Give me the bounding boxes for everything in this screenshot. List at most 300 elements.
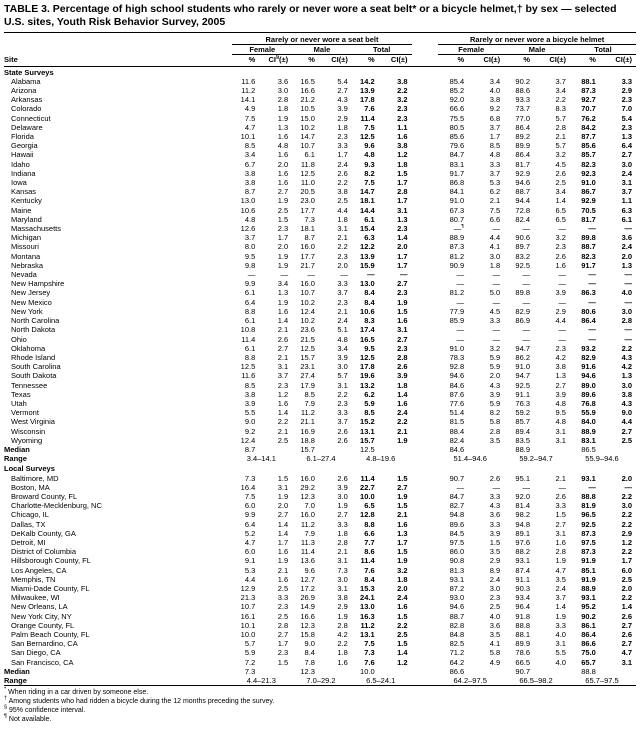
pct-value: 8.8 (364, 519, 375, 529)
pct-value: 90.6 (515, 233, 531, 243)
group-spacer (412, 242, 439, 251)
site-name: Nevada (11, 270, 37, 280)
ci-value: 2.9 (337, 113, 348, 123)
pct-value: 29.2 (300, 482, 315, 492)
pct-value: 91.1 (515, 574, 531, 584)
ci-value: 2.7 (337, 86, 348, 96)
pct-value: 89.7 (515, 242, 531, 252)
ci-value: 2.2 (555, 95, 566, 105)
pct-header: % (232, 55, 261, 66)
median-row (4, 445, 636, 454)
pct-value: 85.7 (581, 150, 596, 160)
ci-value: 4.9 (489, 657, 501, 667)
site-name: Detroit, MI (11, 537, 46, 547)
ci-value: 1.4 (277, 528, 289, 538)
pct-value: 8.7 (304, 233, 315, 243)
pct-value: 4.8 (364, 150, 375, 160)
pct-value: 75.5 (449, 113, 465, 123)
range-value: 66.5–98.2 (519, 676, 553, 686)
pct-value: 8.5 (244, 141, 256, 151)
site-name: New York City, NY (11, 611, 72, 621)
ci-value: 1.8 (337, 214, 348, 224)
pct-value: 21.3 (240, 593, 256, 603)
ci-value: 2.3 (397, 104, 408, 114)
ci-value: 3.6 (489, 620, 501, 630)
ci-value: 3.3 (337, 519, 348, 529)
pct-value: 89.9 (515, 639, 531, 649)
ci-value: 1.6 (397, 602, 408, 612)
ci-value: 2.2 (621, 519, 632, 529)
ci-value: — (492, 224, 501, 234)
pct-value: 11.4 (300, 547, 315, 557)
pct-value: 5.2 (244, 528, 256, 538)
group-spacer (412, 639, 439, 648)
ci-value: 6.4 (621, 141, 632, 151)
ci-header: CI(±) (470, 55, 504, 66)
table-row (4, 621, 636, 630)
pct-value: 75.0 (581, 648, 596, 658)
ci-value: 2.8 (489, 426, 501, 436)
group-spacer (412, 316, 439, 325)
ci-value (381, 667, 412, 676)
pct-value: 4.8 (244, 214, 256, 224)
ci-value: — (492, 297, 501, 307)
pct-value: 6.1 (304, 150, 315, 160)
seatbelt-total-header: Total (352, 45, 412, 55)
pct-value: 13.6 (300, 556, 315, 566)
ci-value: 2.8 (621, 316, 632, 326)
pct-value: 12.9 (240, 583, 256, 593)
pct-value: 17.7 (300, 251, 315, 261)
site-name: Montana (11, 251, 41, 261)
pct-value: 12.8 (360, 510, 375, 520)
pct-value: 96.5 (581, 510, 596, 520)
table-row (4, 279, 636, 288)
ci-value: 3.1 (555, 426, 566, 436)
pct-value: 86.4 (581, 630, 596, 639)
ci-value: 2.3 (277, 380, 289, 390)
table-row (4, 242, 636, 251)
ci-value: 2.8 (277, 95, 289, 105)
pct-value: 15.9 (360, 260, 375, 270)
table-row (4, 408, 636, 417)
pct-value: 11.2 (300, 408, 315, 418)
ci-value: 1.9 (397, 435, 408, 445)
ci-value: 3.8 (337, 187, 348, 197)
ci-value (470, 667, 504, 676)
pct-value: 92.5 (515, 380, 531, 390)
pct-value: 3.9 (244, 398, 256, 408)
ci-value (261, 667, 292, 676)
ci-value: 2.6 (337, 426, 348, 436)
ci-value: 2.5 (489, 602, 501, 612)
pct-value: 80.5 (449, 122, 465, 132)
ci-value: 4.8 (555, 417, 566, 427)
table-row (4, 335, 636, 344)
ci-value: 2.4 (555, 583, 566, 593)
pct-value: 24.1 (360, 593, 375, 603)
ci-value: 5.7 (337, 371, 348, 381)
ci-value: 1.7 (397, 251, 408, 261)
table-row (4, 150, 636, 159)
ci-value: 3.9 (555, 389, 566, 399)
group-spacer (412, 667, 439, 676)
ci-value: 3.3 (277, 593, 289, 603)
pct-value: 7.3 (304, 214, 315, 224)
table-row (4, 593, 636, 602)
pct-value: 12.6 (240, 224, 256, 234)
pct-value: 21.2 (300, 95, 315, 105)
ci-value: 1.6 (277, 398, 289, 408)
pct-value: 21.1 (300, 417, 315, 427)
site-name: Baltimore, MD (11, 473, 59, 483)
ci-value: 1.8 (397, 159, 408, 169)
pct-value: 6.4 (244, 519, 256, 529)
ci-value: 2.1 (489, 196, 501, 206)
pct-value: 94.8 (515, 519, 531, 529)
ci-value: 2.1 (555, 132, 566, 142)
group-spacer (412, 104, 439, 113)
ci-value: 2.7 (277, 630, 289, 639)
pct-value: 5.5 (244, 408, 256, 418)
ci-value: 2.4 (337, 159, 348, 169)
ci-value: 3.0 (621, 159, 632, 169)
ci-value: 3.9 (337, 482, 348, 492)
ci-value: 3.9 (397, 371, 408, 381)
pct-value: 7.6 (364, 565, 375, 575)
ci-value (536, 445, 570, 454)
ci-value: 3.7 (555, 593, 566, 603)
group-spacer (412, 344, 439, 353)
pct-value: 12.4 (240, 435, 256, 445)
pct-value: 12.5 (360, 132, 375, 142)
pct-value: 10.7 (300, 141, 315, 151)
pct-value: 12.5 (300, 168, 315, 178)
ci-value: 3.9 (555, 288, 566, 298)
ci-value: 1.7 (277, 639, 289, 649)
seatbelt-group-header: Rarely or never wore a seat belt (232, 33, 411, 45)
pct-value: 17.7 (300, 205, 315, 215)
pct-value: 10.1 (240, 132, 256, 142)
ci-value: 6.1 (621, 214, 632, 224)
pct-value: 17.8 (360, 95, 375, 105)
pct-value: 9.0 (304, 639, 315, 649)
ci-value: 6.6 (489, 214, 501, 224)
pct-value: 87.3 (581, 528, 596, 538)
pct-value: — (456, 297, 465, 307)
ci-value: 2.7 (555, 380, 566, 390)
ci-value: 1.9 (555, 556, 566, 566)
ci-value: 2.0 (621, 251, 632, 261)
range-value: 51.4–94.6 (453, 454, 487, 464)
ci-header: CI(±) (602, 55, 636, 66)
ci-value: 1.5 (397, 168, 408, 178)
median-value: 15.7 (300, 444, 315, 454)
pct-value: 93.1 (581, 593, 596, 603)
pct-value: 12.5 (360, 352, 375, 362)
ci-value: 2.4 (621, 242, 632, 252)
pct-value: 81.7 (581, 214, 596, 224)
pct-value: 16.1 (240, 611, 256, 621)
ci-value: 3.1 (337, 583, 348, 593)
site-name: Idaho (11, 159, 30, 169)
pct-header: % (352, 55, 381, 66)
pct-value: 6.2 (364, 389, 375, 399)
pct-value: 55.9 (581, 408, 596, 418)
group-spacer (412, 436, 439, 445)
ci-value: 1.5 (397, 639, 408, 649)
pct-value: 5.7 (244, 639, 256, 649)
ci-value: 2.7 (397, 334, 408, 344)
ci-value: 2.3 (277, 602, 289, 612)
pct-value: 10.7 (300, 288, 315, 298)
pct-value: 9.8 (244, 260, 256, 270)
site-name: Florida (11, 132, 34, 142)
helmet-female-header: Female (438, 45, 504, 55)
pct-value: — (522, 482, 531, 492)
pct-value: 76.8 (581, 398, 596, 408)
pct-value: 9.2 (244, 426, 256, 436)
ci-value: 2.7 (277, 187, 289, 197)
ci-value: 2.3 (397, 288, 408, 298)
ci-value: 2.3 (337, 297, 348, 307)
ci-value: 2.5 (621, 574, 632, 584)
ci-header: CI(±) (321, 55, 352, 66)
pct-value: 90.7 (449, 473, 465, 483)
ci-value: 2.3 (555, 242, 566, 252)
ci-value: 2.8 (397, 187, 408, 197)
ci-value: 3.7 (555, 76, 566, 86)
range-label: Range (4, 676, 27, 686)
ci-value: 2.9 (337, 602, 348, 612)
range-value: 4.4–21.3 (246, 676, 276, 686)
group-spacer (412, 408, 439, 417)
ci-value: 5.9 (489, 398, 501, 408)
pct-value: 6.5 (364, 501, 375, 511)
ci-value: 3.7 (277, 371, 289, 381)
pct-value: 6.1 (244, 288, 256, 298)
ci-value: 4.3 (621, 352, 632, 362)
pct-value: 21.7 (300, 260, 315, 270)
ci-value (321, 445, 352, 454)
ci-value: 1.3 (621, 371, 632, 381)
ci-value: 1.2 (621, 537, 632, 547)
range-row (4, 454, 636, 463)
ci-value: 1.3 (621, 260, 632, 270)
pct-value: 90.2 (515, 76, 531, 86)
ci-value: 3.0 (489, 583, 501, 593)
ci-value: 2.7 (621, 639, 632, 649)
site-name: Dallas, TX (11, 519, 46, 529)
group-spacer (412, 566, 439, 575)
ci-value: 2.3 (277, 224, 289, 234)
group-spacer (412, 510, 439, 519)
ci-value (381, 445, 412, 454)
pct-header: % (438, 55, 470, 66)
range-label: Range (4, 454, 27, 464)
ci-value: 4.0 (555, 630, 566, 639)
ci-value: 2.2 (621, 510, 632, 520)
ci-value: 2.2 (337, 242, 348, 252)
pct-value: 7.6 (364, 657, 375, 667)
pct-value: 77.0 (515, 113, 531, 123)
ci-value: 2.7 (397, 482, 408, 492)
pct-value: 4.9 (244, 104, 256, 114)
ci-value: — (400, 270, 408, 280)
group-spacer (412, 307, 439, 316)
pct-value: 10.7 (240, 602, 256, 612)
seatbelt-female-header: Female (232, 45, 292, 55)
ci-value: 4.0 (489, 86, 501, 96)
group-spacer (412, 483, 439, 492)
ci-value (470, 445, 504, 454)
pct-value: 15.2 (360, 417, 375, 427)
ci-value: 1.5 (489, 537, 501, 547)
pct-value: 94.6 (515, 178, 531, 188)
group-spacer (412, 233, 439, 242)
site-name: Chicago, IL (11, 510, 49, 520)
pct-value: 81.9 (581, 501, 596, 511)
pct-value: 19.6 (360, 371, 375, 381)
ci-value: 4.0 (555, 657, 566, 667)
ci-value: 3.2 (489, 343, 501, 353)
pct-value: 87.2 (449, 583, 465, 593)
pct-value: 94.6 (449, 371, 465, 381)
ci-value: 1.4 (397, 389, 408, 399)
pct-value: 13.9 (360, 251, 375, 261)
table-row (4, 538, 636, 547)
pct-value: 88.8 (581, 491, 596, 501)
group-spacer (412, 399, 439, 408)
ci-value: — (624, 270, 632, 280)
ci-value: 2.3 (621, 122, 632, 132)
ci-value: 2.7 (621, 620, 632, 630)
pct-value: 8.3 (364, 316, 375, 326)
site-name: Connecticut (11, 113, 51, 123)
table-row (4, 630, 636, 639)
table-row (4, 316, 636, 325)
ci-value: 4.8 (489, 150, 501, 160)
group-spacer (412, 492, 439, 501)
group-spacer (412, 556, 439, 565)
pct-value: 67.3 (449, 205, 465, 215)
table-row (4, 298, 636, 307)
site-name: New Jersey (11, 288, 51, 298)
pct-value: 7.5 (364, 178, 375, 188)
site-name: San Francisco, CA (11, 657, 74, 667)
ci-value: 1.7 (277, 537, 289, 547)
pct-value: 93.4 (515, 593, 531, 603)
pct-value: 6.1 (244, 316, 256, 326)
pct-value: 10.6 (240, 205, 256, 215)
range-value: 64.2–97.5 (453, 676, 487, 686)
median-value: 10.0 (360, 666, 375, 676)
ci-value: 6.2 (489, 187, 501, 197)
table-row (4, 612, 636, 621)
table-row (4, 215, 636, 224)
table-row (4, 483, 636, 492)
table-row (4, 123, 636, 132)
pct-value: 89.4 (515, 426, 531, 436)
ci-value: 3.6 (621, 233, 632, 243)
pct-value: 90.8 (449, 556, 465, 566)
pct-value: 23.0 (300, 196, 315, 206)
ci-value: 1.4 (277, 519, 289, 529)
site-name: Broward County, FL (11, 491, 78, 501)
ci-value: 1.4 (621, 602, 632, 612)
ci-value: 1.6 (277, 574, 289, 584)
ci-value: 2.1 (277, 426, 289, 436)
pct-value: — (247, 270, 256, 280)
ci-value: 3.4 (555, 86, 566, 96)
ci-value: — (280, 270, 289, 280)
pct-value: 8.5 (304, 389, 315, 399)
table-row (4, 206, 636, 215)
group-spacer (412, 353, 439, 362)
ci-value: 4.8 (337, 334, 348, 344)
pct-value: 91.9 (581, 556, 596, 566)
pct-value: 7.5 (244, 491, 256, 501)
pct-value: 8.4 (364, 574, 375, 584)
pct-value: 5.9 (244, 648, 256, 658)
site-name: Texas (11, 389, 31, 399)
site-name: West Virginia (11, 417, 55, 427)
ci-value: 2.5 (277, 435, 289, 445)
ci-value: 2.2 (621, 491, 632, 501)
table-row (4, 381, 636, 390)
ci-value: 2.2 (277, 417, 289, 427)
pct-value: 92.5 (581, 519, 596, 529)
table-row (4, 233, 636, 242)
pct-value: 8.2 (364, 168, 375, 178)
pct-value: 7.5 (364, 639, 375, 649)
ci-value: 1.9 (337, 501, 348, 511)
site-name: San Diego, CA (11, 648, 61, 658)
ci-value: 3.4 (555, 187, 566, 197)
ci-value: 2.1 (337, 306, 348, 316)
pct-value: 13.2 (360, 380, 375, 390)
ci-value: 3.1 (277, 362, 289, 372)
pct-value: 85.2 (449, 86, 465, 96)
pct-value: 15.4 (360, 224, 375, 234)
group-spacer (412, 160, 439, 169)
table-row (4, 371, 636, 380)
ci-value: — (492, 482, 501, 492)
pct-value: 13.0 (360, 602, 375, 612)
pct-value: — (522, 334, 531, 344)
ci-value: 1.6 (277, 178, 289, 188)
ci-value: — (624, 224, 632, 234)
pct-value: 15.8 (300, 630, 315, 639)
site-name: DeKalb County, GA (11, 528, 76, 538)
ci-value: 3.6 (277, 76, 289, 86)
pct-value: 82.8 (449, 620, 465, 630)
pct-value: 8.7 (244, 187, 256, 197)
ci-value: 3.4 (489, 76, 501, 86)
ci-value: 1.8 (397, 574, 408, 584)
ci-value: 1.7 (397, 178, 408, 188)
pct-value: 11.3 (300, 537, 315, 547)
ci-value: 3.9 (337, 104, 348, 114)
pct-value: 94.6 (581, 371, 596, 381)
median-value: 8.7 (244, 444, 256, 454)
range-value: 3.4–14.1 (246, 454, 276, 464)
footnote: † Among students who had ridden a bicycle during the 12 months preceding the survey. (4, 695, 275, 706)
site-name: Tennessee (11, 380, 48, 390)
pct-value: 81.7 (515, 159, 531, 169)
pct-value: 15.0 (300, 113, 315, 123)
ci-value: 4.7 (621, 648, 632, 658)
